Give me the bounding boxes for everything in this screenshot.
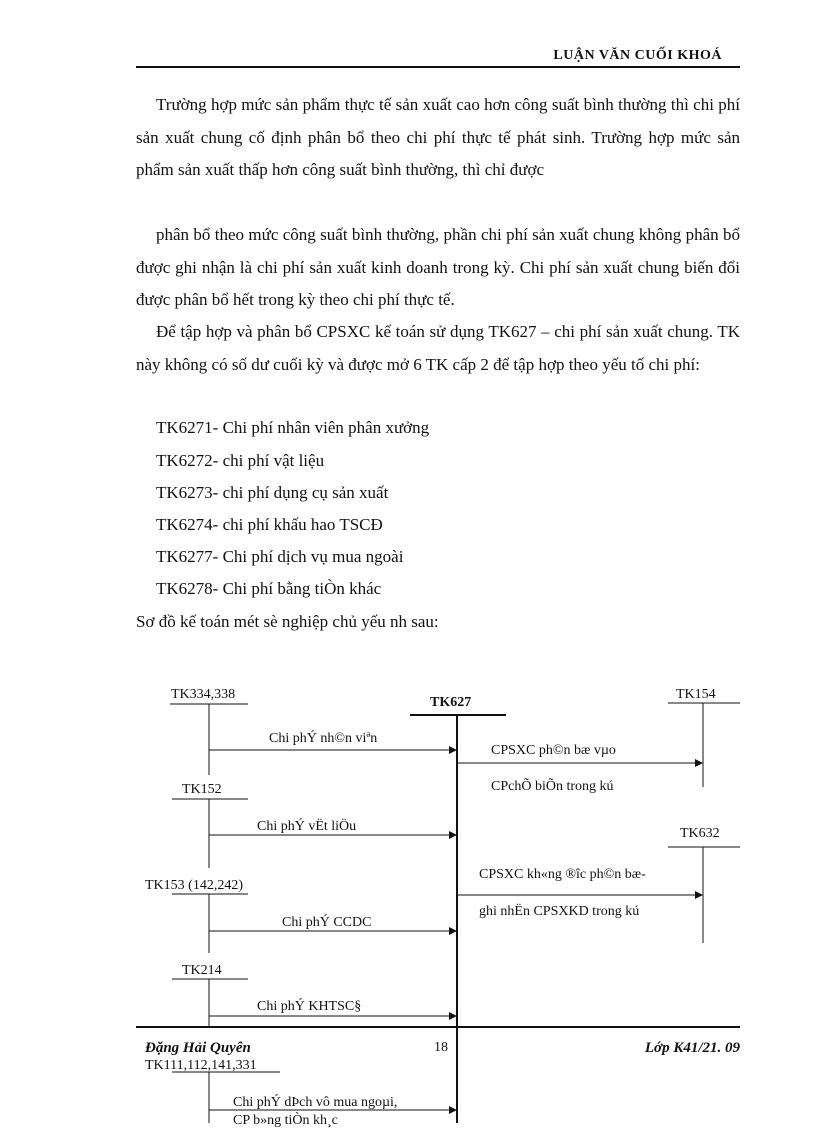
paragraph-1: Trường hợp mức sản phẩm thực tế sản xuất cao hơn công suất bình thường thì chi phí sản xuất chung cố định phân bổ theo chi phí thực tế phát sinh. Trường hợp mức sản phẩm sản xuất thấp hơn công suất bình thường, thì chỉ được	[136, 95, 740, 179]
footer-class: Lớp K41/21. 09	[644, 1040, 740, 1056]
tk152-label: TK152	[182, 782, 222, 797]
label-cp-che-bien: CPchÕ biÕn trong kú	[491, 779, 614, 794]
label-chi-phi-dich-vu: Chi phÝ dÞch vô mua ngoµi,	[233, 1095, 398, 1110]
label-ghi-nhan-cpsxkd: ghi nhËn CPSXKD trong kú	[479, 904, 640, 919]
label-chi-phi-vat-lieu: Chi phÝ vËt liÖu	[257, 819, 357, 834]
label-chi-phi-khtscd: Chi phÝ KHTSC§	[257, 999, 362, 1014]
footer-rule-left	[136, 1026, 438, 1028]
account-item: TK6278- Chi phí bằng tiÒn khác	[156, 579, 382, 598]
account-item: TK6277- Chi phí dịch vụ mua ngoài	[156, 547, 404, 566]
tk632-label: TK632	[680, 826, 720, 841]
tk153-label: TK153 (142,242)	[145, 878, 243, 893]
paragraph-3: Để tập hợp và phân bổ CPSXC kế toán sử dụng TK627 – chi phí sản xuất chung. TK này không có số dư cuối kỳ và được mở 6 TK cấp 2 để tập hợp theo yếu tố chi phí:	[136, 322, 740, 374]
label-chi-phi-ccdc: Chi phÝ CCDC	[282, 915, 372, 930]
label-cpsxc-phan-bo: CPSXC ph©n bæ vµo	[491, 743, 616, 758]
tk334-label: TK334,338	[171, 687, 236, 702]
label-chi-phi-nhan-vien: Chi phÝ nh©n viªn	[269, 731, 378, 746]
tk214-label: TK214	[182, 963, 222, 978]
running-header: LUẬN VĂN CUỐI KHOÁ	[553, 48, 722, 63]
label-cpsxc-khong-phan-bo: CPSXC kh«ng ®îc ph©n bæ-	[479, 867, 646, 882]
paragraph-2: phân bổ theo mức công suất bình thường, phần chi phí sản xuất chung không phân bổ được ghi nhận là chi phí sản xuất kinh doanh trong kỳ. Chi phí sản xuất chung biến đổi được phân bổ hết trong kỳ theo chi phí thực tế.	[136, 225, 740, 309]
footer-rule-right	[433, 1026, 740, 1028]
footer-author: Đặng Hải Quyên	[145, 1040, 251, 1056]
account-item: TK6272- chi phí vật liệu	[156, 451, 325, 470]
account-item: TK6271- Chi phí nhân viên phân xưởng	[156, 418, 430, 437]
account-item: TK6273- chi phí dụng cụ sản xuất	[156, 483, 389, 502]
tk627-label: TK627	[430, 695, 472, 710]
diagram-intro: Sơ đồ kế toán mét sè nghiệp chủ yếu nh sau:	[136, 612, 439, 631]
tk111-label: TK111,112,141,331	[145, 1058, 257, 1073]
account-item: TK6274- chi phí khấu hao TSCĐ	[156, 515, 383, 534]
tk154-label: TK154	[676, 687, 716, 702]
footer-page-number: 18	[434, 1040, 448, 1055]
label-cp-bang-tien: CP b»ng tiÒn kh¸c	[233, 1113, 338, 1128]
